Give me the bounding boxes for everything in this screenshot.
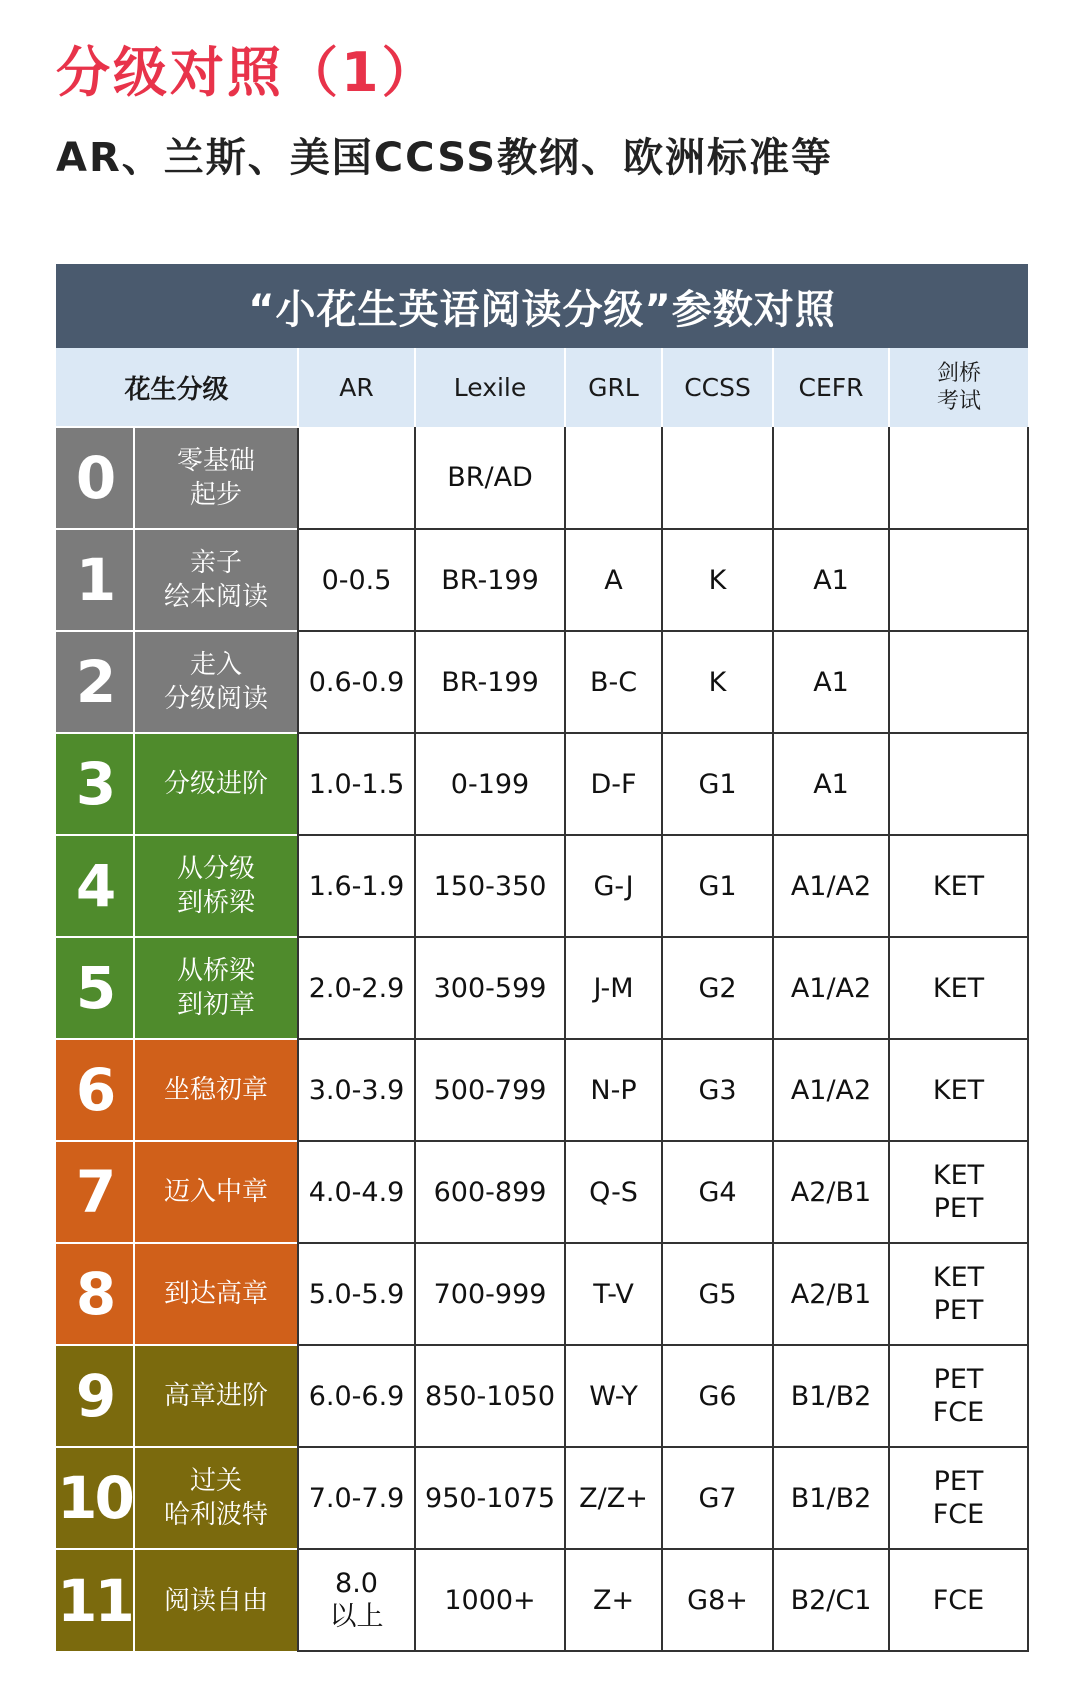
table-row [56,1447,1028,1549]
grl-cell: N-P [565,1039,662,1141]
cefr-cell: A1/A2 [773,1039,889,1141]
table-row [56,529,1028,631]
table-header-row [56,348,1028,427]
grl-cell: A [565,529,662,631]
grl-cell: D-F [565,733,662,835]
header-ccss: CCSS [662,348,773,427]
level-number: 1 [56,529,134,631]
table-body [56,427,1028,1651]
grl-cell: Q-S [565,1141,662,1243]
cambridge-cell [889,529,1028,631]
lexile-cell: 150-350 [415,835,565,937]
ccss-cell [662,427,773,529]
ar-cell: 4.0-4.9 [298,1141,415,1243]
ar-cell: 0-0.5 [298,529,415,631]
ccss-cell: G2 [662,937,773,1039]
lexile-cell: 500-799 [415,1039,565,1141]
level-name: 亲子 绘本阅读 [134,529,298,631]
lexile-cell: 950-1075 [415,1447,565,1549]
level-name: 高章进阶 [134,1345,298,1447]
ccss-cell: G1 [662,835,773,937]
level-name: 迈入中章 [134,1141,298,1243]
table-banner: “小花生英语阅读分级”参数对照 [56,264,1028,348]
cefr-cell: A2/B1 [773,1243,889,1345]
level-number: 5 [56,937,134,1039]
ar-cell [298,427,415,529]
ar-cell: 8.0 以上 [298,1549,415,1651]
lexile-cell: 850-1050 [415,1345,565,1447]
level-name: 到达高章 [134,1243,298,1345]
cambridge-cell [889,631,1028,733]
cambridge-cell: KET [889,835,1028,937]
cefr-cell [773,427,889,529]
page-subtitle: AR、兰斯、美国CCSS教纲、欧洲标准等 [56,135,834,181]
level-name: 阅读自由 [134,1549,298,1651]
ar-cell: 2.0-2.9 [298,937,415,1039]
header-grl: GRL [565,348,662,427]
cambridge-cell: PET FCE [889,1447,1028,1549]
ccss-cell: G1 [662,733,773,835]
header-lexile: Lexile [415,348,565,427]
level-name: 坐稳初章 [134,1039,298,1141]
cefr-cell: B1/B2 [773,1447,889,1549]
ccss-cell: G4 [662,1141,773,1243]
table-row [56,1039,1028,1141]
lexile-cell: BR-199 [415,529,565,631]
level-number: 11 [56,1549,134,1651]
ccss-cell: G8+ [662,1549,773,1651]
cambridge-cell [889,733,1028,835]
cambridge-cell: KET [889,937,1028,1039]
level-comparison-table-container [56,264,1028,1652]
level-name: 零基础 起步 [134,427,298,529]
cefr-cell: A1 [773,631,889,733]
cambridge-cell: PET FCE [889,1345,1028,1447]
ccss-cell: G7 [662,1447,773,1549]
level-number: 9 [56,1345,134,1447]
lexile-cell: 600-899 [415,1141,565,1243]
level-number: 4 [56,835,134,937]
lexile-cell: 300-599 [415,937,565,1039]
cambridge-cell [889,427,1028,529]
table-row [56,427,1028,529]
level-name: 走入 分级阅读 [134,631,298,733]
grl-cell: Z+ [565,1549,662,1651]
cefr-cell: B1/B2 [773,1345,889,1447]
grl-cell: G-J [565,835,662,937]
table-row [56,835,1028,937]
cefr-cell: A1 [773,529,889,631]
ar-cell: 1.6-1.9 [298,835,415,937]
header-cambridge: 剑桥 考试 [889,348,1028,427]
cefr-cell: A1 [773,733,889,835]
cambridge-cell: KET [889,1039,1028,1141]
ar-cell: 5.0-5.9 [298,1243,415,1345]
lexile-cell: 700-999 [415,1243,565,1345]
grl-cell: W-Y [565,1345,662,1447]
level-number: 2 [56,631,134,733]
level-name: 过关 哈利波特 [134,1447,298,1549]
lexile-cell: BR/AD [415,427,565,529]
level-name: 分级进阶 [134,733,298,835]
ar-cell: 1.0-1.5 [298,733,415,835]
grl-cell: J-M [565,937,662,1039]
ccss-cell: G5 [662,1243,773,1345]
cambridge-cell: KET PET [889,1141,1028,1243]
table-row [56,937,1028,1039]
header-ar: AR [298,348,415,427]
page-title: 分级对照（1） [56,41,439,104]
level-number: 3 [56,733,134,835]
ar-cell: 0.6-0.9 [298,631,415,733]
table-row [56,733,1028,835]
level-name: 从分级 到桥梁 [134,835,298,937]
grl-cell: Z/Z+ [565,1447,662,1549]
level-number: 10 [56,1447,134,1549]
ccss-cell: K [662,529,773,631]
header-level: 花生分级 [56,348,298,427]
cefr-cell: A2/B1 [773,1141,889,1243]
level-comparison-table [56,348,1029,1652]
ar-cell: 3.0-3.9 [298,1039,415,1141]
cambridge-cell: FCE [889,1549,1028,1651]
table-row [56,1549,1028,1651]
lexile-cell: BR-199 [415,631,565,733]
grl-cell [565,427,662,529]
cefr-cell: A1/A2 [773,835,889,937]
ar-cell: 6.0-6.9 [298,1345,415,1447]
ccss-cell: G3 [662,1039,773,1141]
table-row [56,1141,1028,1243]
lexile-cell: 1000+ [415,1549,565,1651]
table-row [56,631,1028,733]
table-row [56,1345,1028,1447]
header-cefr: CEFR [773,348,889,427]
cefr-cell: B2/C1 [773,1549,889,1651]
level-number: 0 [56,427,134,529]
level-number: 8 [56,1243,134,1345]
cefr-cell: A1/A2 [773,937,889,1039]
ccss-cell: K [662,631,773,733]
grl-cell: B-C [565,631,662,733]
ar-cell: 7.0-7.9 [298,1447,415,1549]
cambridge-cell: KET PET [889,1243,1028,1345]
ccss-cell: G6 [662,1345,773,1447]
grl-cell: T-V [565,1243,662,1345]
table-row [56,1243,1028,1345]
level-number: 6 [56,1039,134,1141]
lexile-cell: 0-199 [415,733,565,835]
level-name: 从桥梁 到初章 [134,937,298,1039]
level-number: 7 [56,1141,134,1243]
